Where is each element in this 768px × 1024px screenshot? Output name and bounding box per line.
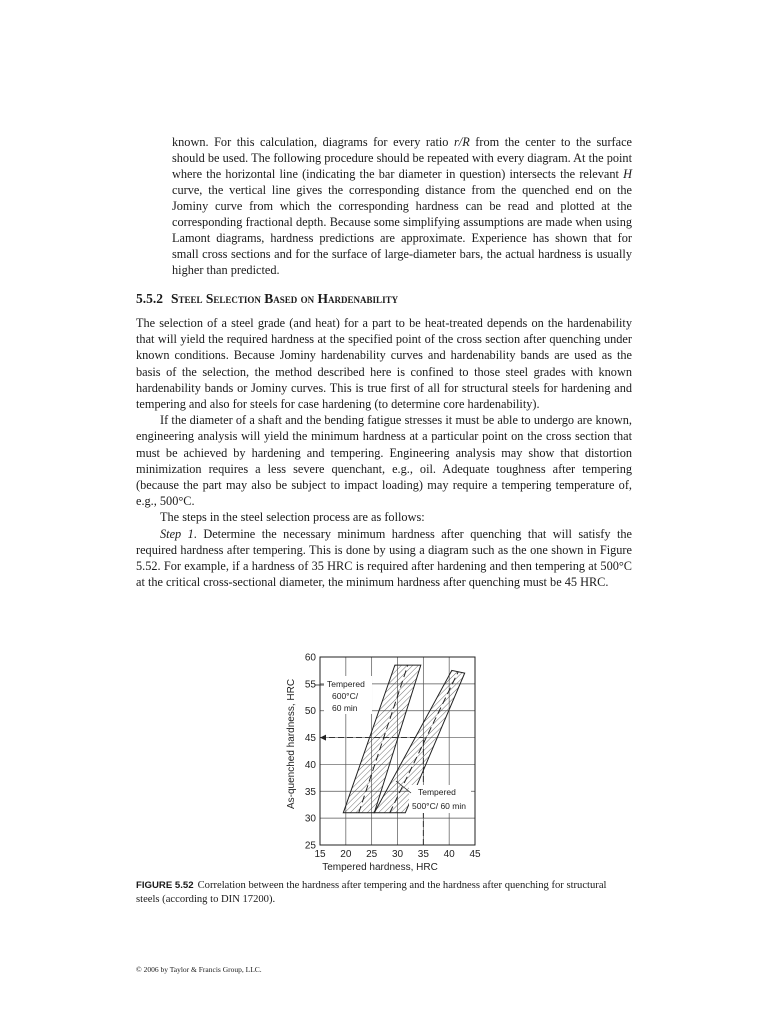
ratio-symbol: r/R	[454, 135, 470, 149]
x-tick-label: 30	[391, 849, 404, 860]
y-tick-label: 60	[304, 652, 316, 664]
paragraph-steps: The steps in the steel selection process are as follows:	[160, 510, 425, 525]
x-tick-label: 45	[469, 849, 481, 860]
x-tick-label: 25	[366, 849, 378, 860]
x-tick-label: 35	[417, 849, 429, 860]
section-body	[136, 315, 632, 590]
band-500-label-2: 500°C/ 60 min	[412, 801, 466, 811]
x-tick-label: 15	[314, 849, 326, 860]
intro-text-2: from the center to the surface should be used. The following procedure should be repeated with every diagram. At the point where the horizontal line (indicating the bar diameter in question) intersects the relevant	[172, 135, 633, 181]
y-axis-label: As-quenched hardness, HRC	[286, 678, 297, 810]
y-tick-label: 30	[304, 813, 316, 825]
x-tick-label: 20	[340, 849, 352, 860]
y-tick-label: 45	[304, 733, 316, 745]
band-500-label-1: Tempered	[418, 787, 456, 797]
x-axis-label: Tempered hardness, HRC	[322, 862, 438, 873]
y-tick-label: 25	[304, 840, 316, 852]
section-number: 5.5.2	[136, 291, 163, 306]
paragraph-step-1	[136, 526, 632, 591]
intro-text-3: curve, the vertical line gives the corresponding distance from the quenched end on the Jominy curve from which the corresponding hardness can be read and plotted at the corresponding fractional depth. Because some simplifying assumptions are made when using Lamont diagrams, hardness predictions are approximate. Experience has shown that for small cross sections and for the surface of large-diameter bars, the actual hardness is usually higher than predicted.	[172, 183, 632, 277]
step-1-text: . Determine the necessary minimum hardness after quenching that will satisfy the required hardness after tempering. This is done by using a diagram such as the one shown in Figure 5.52. For example, if a hardness of 35 HRC is required after hardening and then tempering at 500°C at the critical cross-sectional diameter, the minimum hardness after quenching must be 45 HRC.	[136, 526, 632, 590]
paragraph-diameter: If the diameter of a shaft and the bending fatigue stresses it must be able to undergo are known, engineering analysis will yield the minimum hardness at a particular point on the cross section that must be achieved by hardening and tempering. Engineering analysis may show that distortion minimization requires a less severe quenchant, e.g., oil. Adequate toughness after tempering (because the part may also be subject to impact loading) may require a tempering temperature of, e.g., 500°C.	[136, 413, 632, 509]
band-600-label-2: 600°C/	[332, 691, 359, 701]
figure-5-52	[280, 645, 490, 875]
h-symbol: H	[623, 167, 632, 181]
y-tick-label: 40	[304, 759, 316, 771]
band-600-label-3: 60 min	[332, 703, 358, 713]
paragraph-selection: The selection of a steel grade (and heat) for a part to be heat-treated depends on the hardenability that will yield the required hardness at the specified point of the cross section after quenching under known conditions. Because Jominy hardenability curves and hardenability bands are used as the basis of the selection, the method described here is confined to those steel grades with known hardenability bands or Jominy curves. This is true first of all for structural steels for hardening and tempering and also for steels for case hardening (to determine core hardenability).	[136, 316, 632, 412]
y-tick-label: 50	[304, 706, 316, 718]
section-heading	[136, 291, 398, 307]
figure-caption	[136, 879, 632, 907]
y-tick-label: 55	[304, 679, 316, 691]
hardness-chart	[280, 645, 490, 875]
intro-text-1: known. For this calculation, diagrams for every ratio	[172, 135, 454, 149]
section-title: Steel Selection Based on Hardenability	[171, 291, 399, 306]
copyright-footer: © 2006 by Taylor & Francis Group, LLC.	[136, 965, 262, 974]
figure-label: FIGURE 5.52	[136, 880, 194, 891]
figure-caption-text: Correlation between the hardness after tempering and the hardness after quenching for structural steels (according to DIN 17200).	[136, 880, 607, 905]
intro-paragraph	[172, 134, 632, 278]
step-1-label: Step 1	[160, 526, 194, 541]
band-600-label-1: Tempered	[327, 679, 365, 689]
y-tick-label: 35	[304, 786, 316, 798]
x-tick-label: 40	[443, 849, 455, 860]
